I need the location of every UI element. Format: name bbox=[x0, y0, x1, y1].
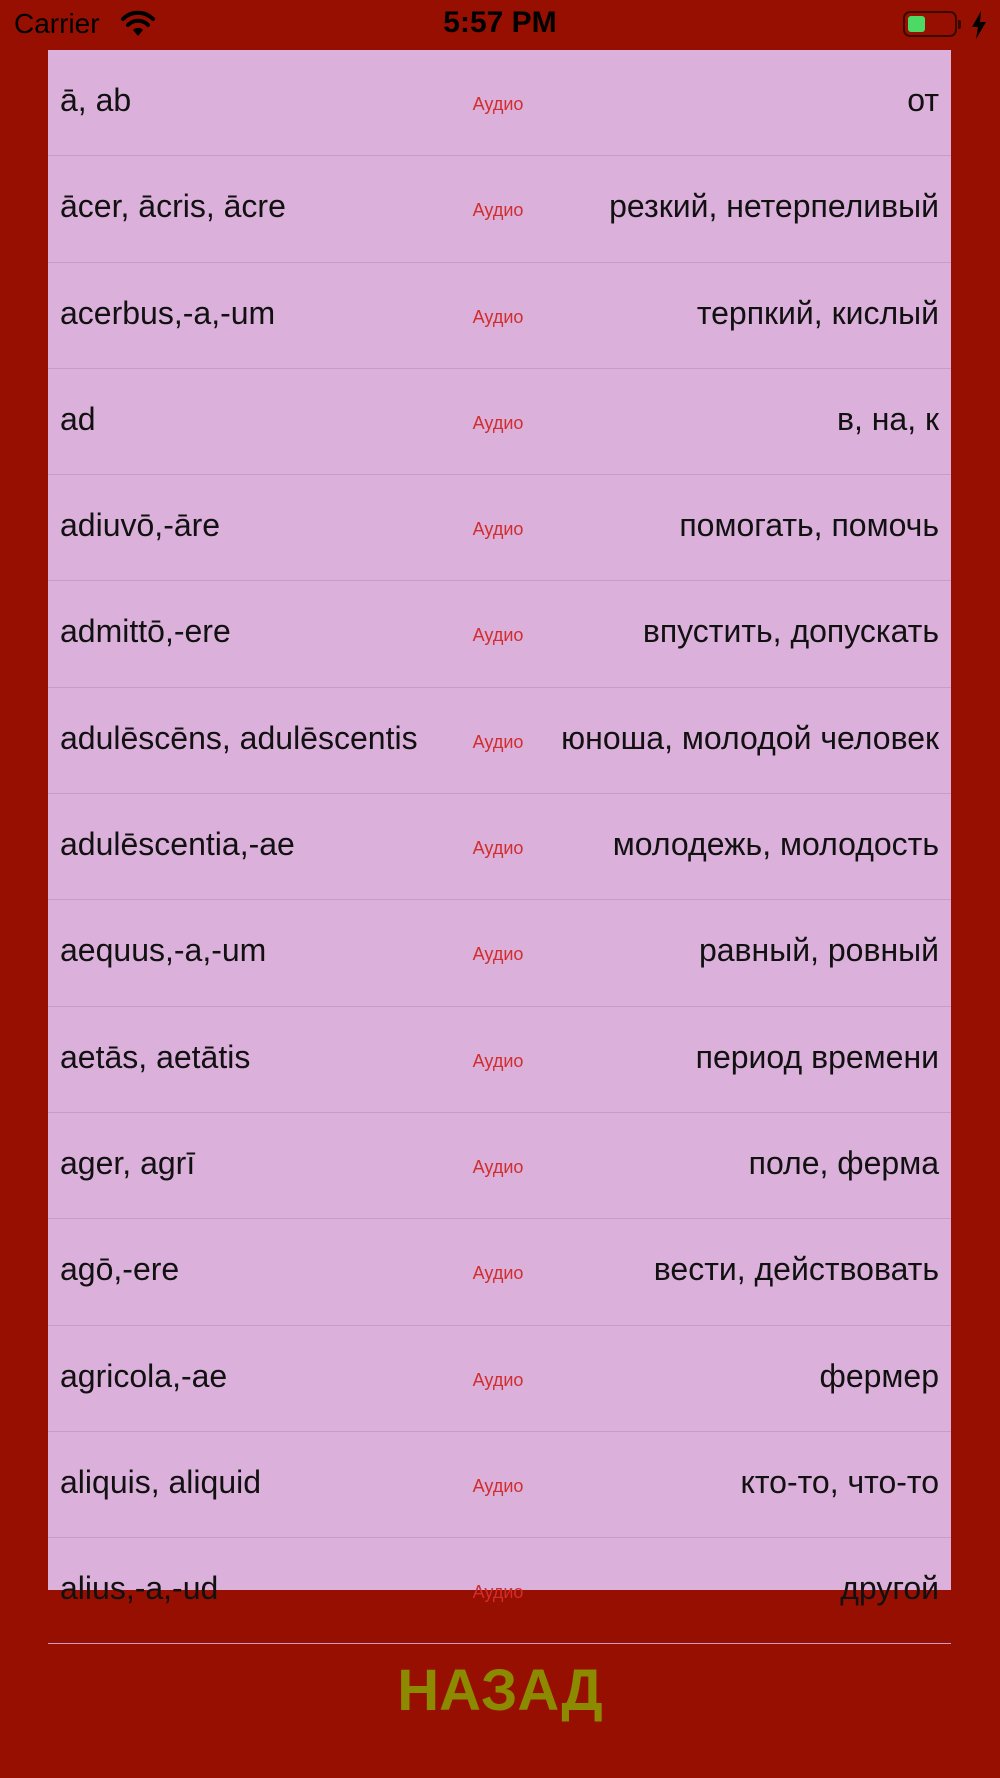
russian-translation: вести, действовать bbox=[653, 1251, 939, 1288]
audio-button[interactable]: Аудио bbox=[472, 625, 524, 646]
vocab-row bbox=[48, 900, 951, 1006]
battery-tip bbox=[958, 20, 961, 29]
status-bar bbox=[0, 0, 1000, 50]
vocab-row bbox=[48, 581, 951, 687]
latin-word: adulēscēns, adulēscentis bbox=[60, 719, 418, 756]
russian-translation: равный, ровный bbox=[698, 932, 939, 969]
charging-bolt-icon bbox=[970, 10, 988, 40]
audio-button[interactable]: Аудио bbox=[472, 1475, 524, 1496]
vocab-row bbox=[48, 369, 951, 475]
vocab-row bbox=[48, 1219, 951, 1325]
latin-word: ager, agrī bbox=[60, 1144, 196, 1181]
russian-translation: другой bbox=[840, 1570, 939, 1607]
vocab-row bbox=[48, 1432, 951, 1538]
audio-button[interactable]: Аудио bbox=[472, 944, 524, 965]
russian-translation: терпкий, кислый bbox=[696, 294, 939, 331]
russian-translation: молодежь, молодость bbox=[612, 826, 939, 863]
vocab-row bbox=[48, 50, 951, 156]
latin-word: ācer, ācris, ācre bbox=[60, 188, 286, 225]
latin-word: agō,-ere bbox=[60, 1251, 180, 1288]
audio-button[interactable]: Аудио bbox=[472, 1050, 524, 1071]
battery-icon bbox=[903, 11, 957, 37]
latin-word: acerbus,-a,-um bbox=[60, 294, 276, 331]
vocab-row bbox=[48, 688, 951, 794]
battery-level bbox=[908, 16, 925, 32]
latin-word: ad bbox=[60, 400, 96, 437]
latin-word: ā, ab bbox=[60, 82, 132, 118]
audio-button[interactable]: Аудио bbox=[472, 1582, 524, 1603]
vocab-row bbox=[48, 794, 951, 900]
audio-button[interactable]: Аудио bbox=[472, 1369, 524, 1390]
latin-word: aequus,-a,-um bbox=[60, 932, 267, 969]
audio-button[interactable]: Аудио bbox=[472, 519, 524, 540]
russian-translation: впустить, допускать bbox=[642, 613, 939, 650]
latin-word: agricola,-ae bbox=[60, 1357, 228, 1394]
vocab-row bbox=[48, 1007, 951, 1113]
russian-translation: период времени bbox=[695, 1038, 939, 1075]
audio-button[interactable]: Аудио bbox=[472, 1156, 524, 1177]
vocab-row bbox=[48, 1538, 951, 1644]
russian-translation: в, на, к bbox=[836, 400, 939, 437]
audio-button[interactable]: Аудио bbox=[472, 94, 524, 114]
vocab-row bbox=[48, 263, 951, 369]
audio-button[interactable]: Аудио bbox=[472, 306, 524, 327]
audio-button[interactable]: Аудио bbox=[472, 838, 524, 859]
vocab-row bbox=[48, 1326, 951, 1432]
carrier-label: Carrier bbox=[14, 8, 100, 39]
vocabulary-list[interactable] bbox=[48, 50, 951, 1607]
vocab-row bbox=[48, 1113, 951, 1219]
russian-translation: резкий, нетерпеливый bbox=[609, 188, 939, 225]
clock: 5:57 PM bbox=[443, 6, 557, 39]
latin-word: alius,-a,-ud bbox=[60, 1570, 219, 1607]
audio-button[interactable]: Аудио bbox=[472, 200, 524, 221]
russian-translation: помогать, помочь bbox=[679, 507, 939, 544]
latin-word: aetās, aetātis bbox=[60, 1038, 251, 1075]
vocab-row bbox=[48, 475, 951, 581]
russian-translation: поле, ферма bbox=[748, 1144, 939, 1181]
russian-translation: от bbox=[907, 82, 939, 118]
russian-translation: кто-то, что-то bbox=[740, 1463, 939, 1500]
audio-button[interactable]: Аудио bbox=[472, 731, 524, 752]
latin-word: adiuvō,-āre bbox=[60, 507, 221, 544]
russian-translation: юноша, молодой человек bbox=[561, 719, 939, 756]
latin-word: adulēscentia,-ae bbox=[60, 826, 295, 863]
russian-translation: фермер bbox=[819, 1357, 939, 1394]
latin-word: aliquis, aliquid bbox=[60, 1463, 262, 1500]
latin-word: admittō,-ere bbox=[60, 613, 231, 650]
back-button[interactable]: НАЗАД bbox=[300, 1640, 700, 1740]
audio-button[interactable]: Аудио bbox=[472, 412, 524, 433]
vocab-row bbox=[48, 156, 951, 262]
audio-button[interactable]: Аудио bbox=[472, 1263, 524, 1284]
